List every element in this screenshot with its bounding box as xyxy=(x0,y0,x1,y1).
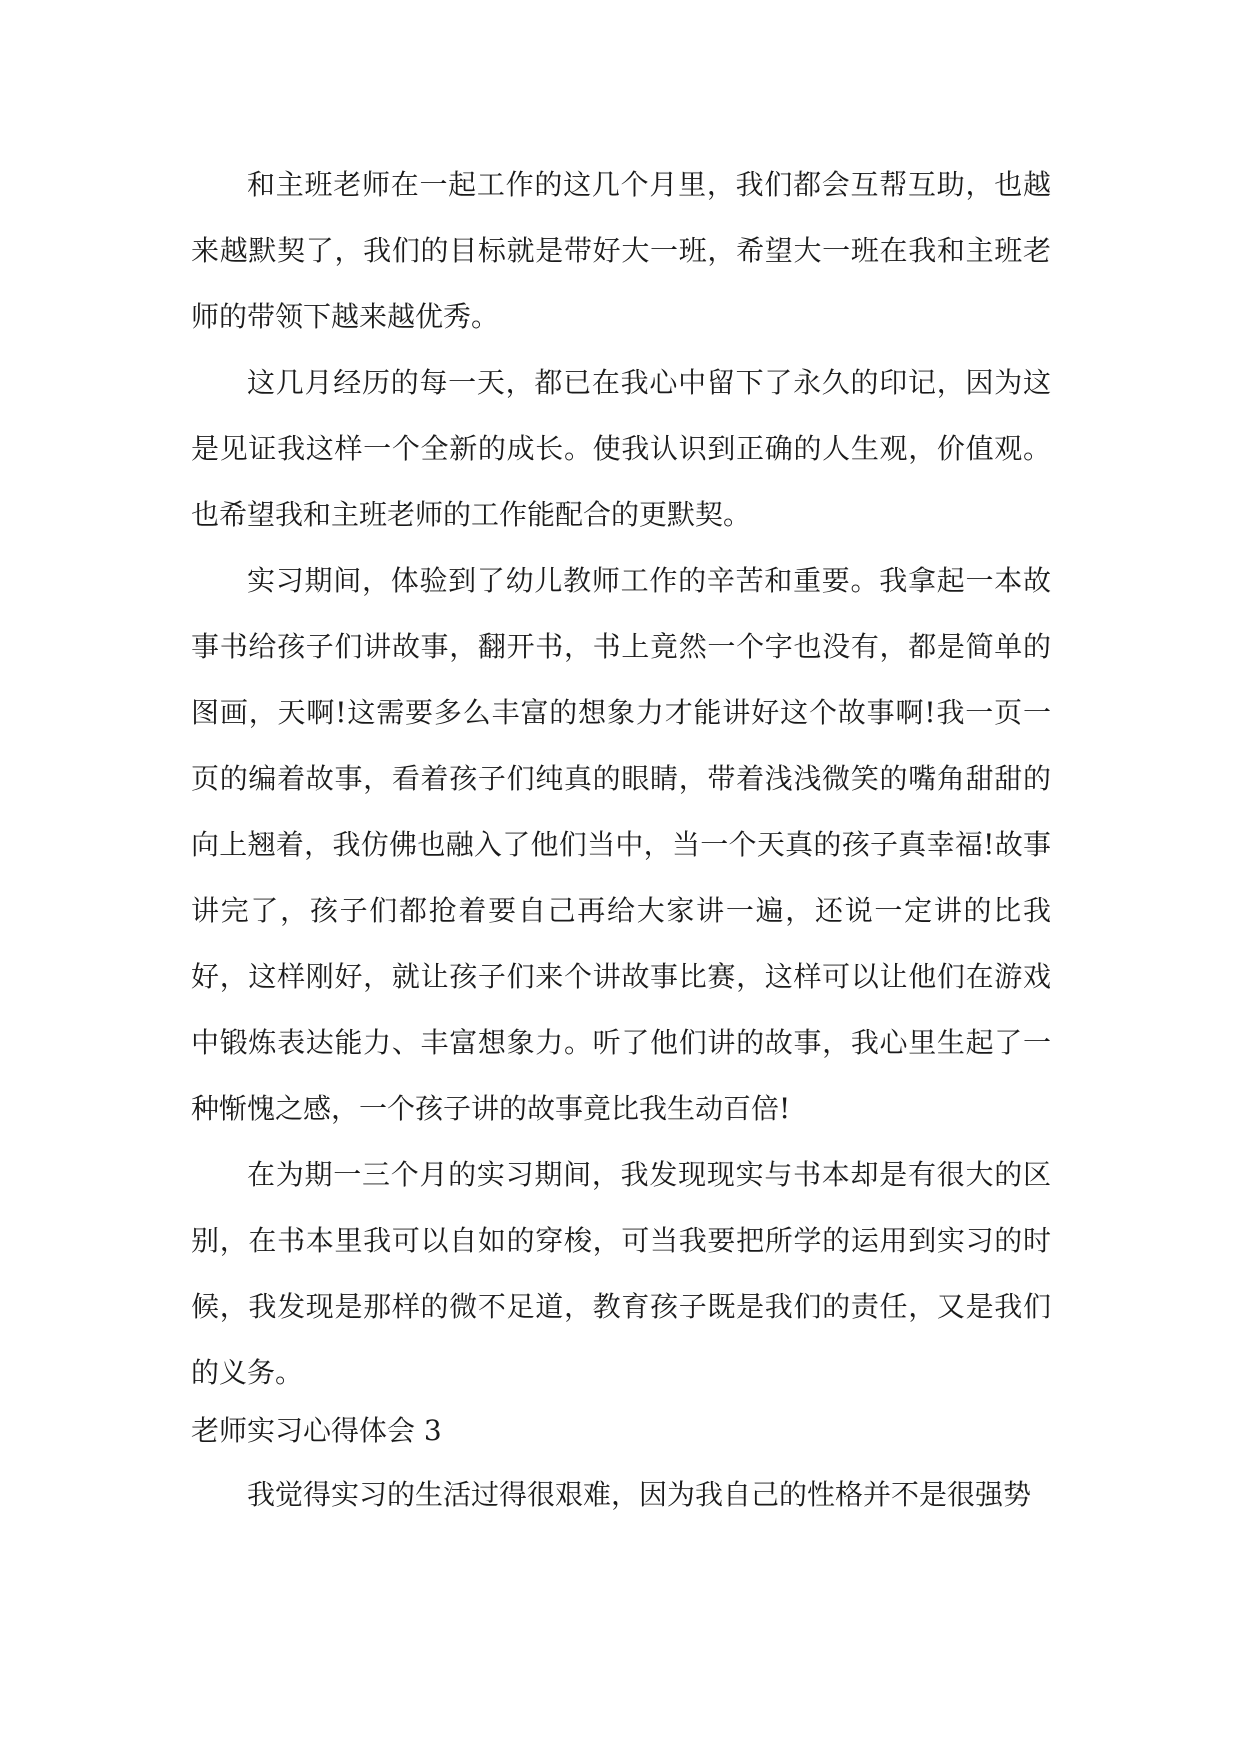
section-body xyxy=(191,1462,1051,1528)
section-heading: 老师实习心得体会 3 xyxy=(191,1414,442,1447)
paragraph-3: 实习期间，体验到了幼儿教师工作的辛苦和重要。我拿起一本故事书给孩子们讲故事，翻开书，书上竟然一个字也没有，都是简单的图画，天啊!这需要多么丰富的想象力才能讲好这个故事啊!我一页一页的编着故事，看着孩子们纯真的眼睛，带着浅浅微笑的嘴角甜甜的向上翘着，我仿佛也融入了他们当中，当一个天真的孩子真幸福!故事讲完了，孩子们都抢着要自己再给大家讲一遍，还说一定讲的比我好，这样刚好，就让孩子们来个讲故事比赛，这样可以让他们在游戏中锻炼表达能力、丰富想象力。听了他们讲的故事，我心里生起了一种惭愧之感，一个孩子讲的故事竟比我生动百倍! xyxy=(191,564,1051,1125)
paragraph-1: 和主班老师在一起工作的这几个月里，我们都会互帮互助，也越来越默契了，我们的目标就是带好大一班，希望大一班在我和主班老师的带领下越来越优秀。 xyxy=(191,168,1051,333)
body-text xyxy=(191,152,1051,1406)
paragraph-5: 我觉得实习的生活过得很艰难，因为我自己的性格并不是很强势 xyxy=(247,1478,1032,1511)
paragraph-2: 这几月经历的每一天，都已在我心中留下了永久的印记，因为这是见证我这样一个全新的成长。使我认识到正确的人生观，价值观。也希望我和主班老师的工作能配合的更默契。 xyxy=(191,366,1051,531)
paragraph-4: 在为期一三个月的实习期间，我发现现实与书本却是有很大的区别，在书本里我可以自如的穿梭，可当我要把所学的运用到实习的时候，我发现是那样的微不足道，教育孩子既是我们的责任，又是我们的义务。 xyxy=(191,1158,1051,1389)
